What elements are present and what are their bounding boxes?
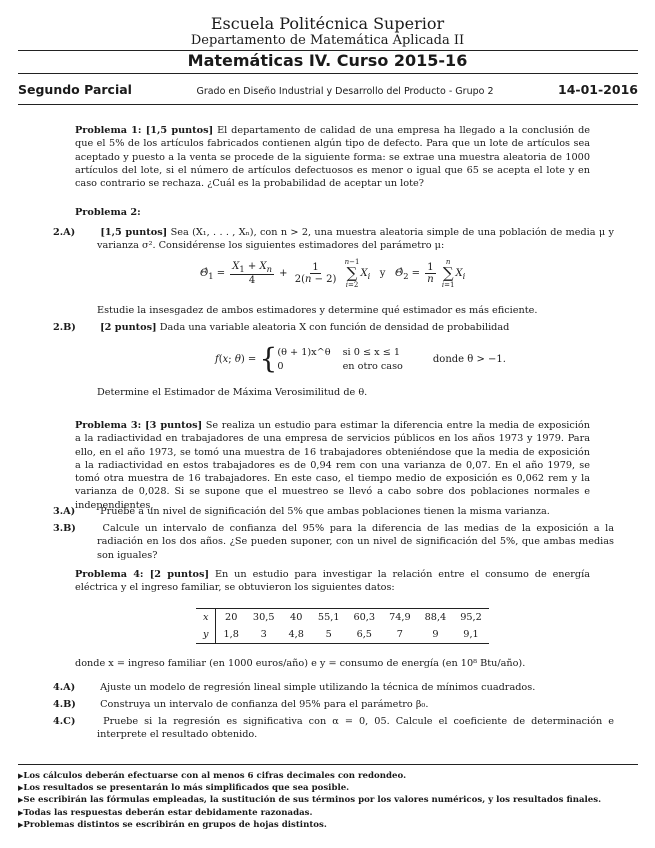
problem-4-text: En un estudio para investigar la relación entre el consumo de energía eléctrica y el ingreso familiar, se obtuvieron los siguientes datos: <box>75 569 590 594</box>
exam-info-row <box>18 82 638 97</box>
density-case-1: (θ + 1)x^θ <box>277 346 331 358</box>
exam-date: 14-01-2016 <box>558 82 638 97</box>
problem-3b-text: Calcule un intervalo de confianza del 95% para la diferencia de las medias de la exposición a la radiación en los dos años. ¿Se pueden suponer, con un nivel de significación del 5%, que ambas medias son iguales? <box>97 523 614 561</box>
estimators-formula: $\Thetâ_1$ = $\frac{X_1 + X_n}{4}$ + $\frac{1}{2(n - 2)}$ n−1 ∑ i=2 $X_i$ y $\Thetâ_2$ = $\frac{1}{n}$ n ∑ i=1 $X_i$ <box>200 258 466 289</box>
density-function: f(x; θ) = { (θ + 1)x^θ si 0 ≤ x ≤ 1 0 en otro caso donde θ > −1. <box>215 342 506 375</box>
data-table <box>196 608 489 644</box>
degree-group: Grado en Diseño Industrial y Desarrollo del Producto - Grupo 2 <box>196 86 494 97</box>
table-cell: 30,5 <box>246 609 282 627</box>
instruction-item: ▶ Se escribirán las fórmulas empleadas, la sustitución de sus términos por los valores numéricos, y los resultados finales. <box>18 794 638 806</box>
problem-3a-text: Pruebe a un nivel de significación del 5% que ambas poblaciones tienen la misma varianza. <box>100 506 550 517</box>
problem-2a-number: 2.A) <box>53 227 76 238</box>
problem-4c-number: 4.C) <box>53 716 76 727</box>
problem-4a-text: Ajuste un modelo de regresión lineal simple utilizando la técnica de mínimos cuadrados. <box>100 682 536 693</box>
problem-2b-points: [2 puntos] <box>100 322 157 333</box>
problem-4b-number: 4.B) <box>53 699 76 710</box>
table-label-y: y <box>196 626 216 644</box>
header-divider <box>18 73 638 74</box>
problem-4a <box>53 681 614 694</box>
density-condition-2: en otro caso <box>342 360 403 372</box>
department-name: Departamento de Matemática Aplicada II <box>190 33 465 48</box>
exam-type: Segundo Parcial <box>18 82 132 97</box>
problem-3b-number: 3.B) <box>53 523 76 534</box>
problem-4 <box>75 568 590 595</box>
table-cell: 7 <box>382 626 418 644</box>
table-cell: 1,8 <box>216 626 246 644</box>
problem-4a-number: 4.A) <box>53 682 76 693</box>
problem-2b <box>53 321 614 334</box>
problem-3-title: Problema 3: [3 puntos] <box>75 420 203 431</box>
problem-1-title: Problema 1: [1,5 puntos] <box>75 125 214 136</box>
problem-3b <box>53 522 614 562</box>
table-cell: 3 <box>246 626 282 644</box>
problem-4c <box>53 715 614 742</box>
instruction-item: ▶ Todas las respuestas deberán estar debidamente razonadas. <box>18 807 638 819</box>
problem-2a-text: Sea (X₁, . . . , Xₙ), con n > 2, una muestra aleatoria simple de una población de media μ y varianza σ². Considérense los siguientes estimadores del parámetro μ: <box>97 227 614 252</box>
problem-4c-text: Pruebe si la regresión es significativa con α = 0, 05. Calcule el coeficiente de determinación e interprete el resultado obtenido. <box>97 716 614 741</box>
table-cell: 9,1 <box>453 626 489 644</box>
problem-3a-number: 3.A) <box>53 506 76 517</box>
density-parameter-range: donde θ > −1. <box>432 353 506 365</box>
table-cell: 4,8 <box>281 626 310 644</box>
problem-2a-points: [1,5 puntos] <box>100 227 168 238</box>
density-condition-1: si 0 ≤ x ≤ 1 <box>342 346 401 358</box>
instruction-item: ▶ Los cálculos deberán efectuarse con al menos 6 cifras decimales con redondeo. <box>18 770 638 782</box>
table-cell: 55,1 <box>311 609 347 627</box>
course-title: Matemáticas IV. Curso 2015-16 <box>187 51 468 70</box>
instructions-list <box>18 770 638 831</box>
table-cell: 5 <box>311 626 347 644</box>
table-row-x <box>196 609 489 627</box>
problem-3a <box>53 505 614 518</box>
table-label-x: x <box>196 609 216 627</box>
table-row-y <box>196 626 489 644</box>
problem-4b <box>53 698 614 711</box>
problem-1-text: El departamento de calidad de una empresa ha llegado a la conclusión de que el 5% de los artículos fabricados contienen algún tipo de defecto. Para que un lote de artículos sea aceptado y puesto a la venta se procede de la siguiente forma: se extrae una muestra aleatoria de 1000 artículos del lote, si el número de artículos defectuosos es menor o igual que 65 se acepta el lote y en caso contrario se rechaza. ¿Cuál es la probabilidad de aceptar un lote? <box>75 125 590 190</box>
problem-2b-number: 2.B) <box>53 322 76 333</box>
problem-3-text: Se realiza un estudio para estimar la diferencia entre la media de exposición a la radiactividad en trabajadores de una empresa de servicios públicos en los años 1973 y 1979. Para ello, en el año 1973, se tomó una muestra de 16 trabajadores obteniéndose que la media de exposición a la radiactividad en estos trabajadores es de 0,94 rem con una varianza de 0,07. En el año 1979, se tomó otra muestra de 16 trabajadores. En este caso, el tiempo medio de exposición es 0,062 rem y la varianza de 0,028. Si se supone que el muestreo se llevó a cabo sobre dos poblaciones normales e independientes, <box>75 420 590 511</box>
problem-4-title: Problema 4: [2 puntos] <box>75 569 210 580</box>
table-cell: 40 <box>281 609 310 627</box>
school-name: Escuela Politécnica Superior <box>210 14 445 33</box>
table-cell: 20 <box>216 609 246 627</box>
problem-2a <box>53 226 614 253</box>
table-cell: 88,4 <box>418 609 454 627</box>
table-cell: 9 <box>418 626 454 644</box>
problem-2b-question: Determine el Estimador de Máxima Verosimilitud de θ. <box>97 387 368 398</box>
table-cell: 95,2 <box>453 609 489 627</box>
instruction-item: ▶ Problemas distintos se escribirán en grupos de hojas distintos. <box>18 819 638 831</box>
problem-2-title: Problema 2: <box>75 207 141 218</box>
table-cell: 6,5 <box>346 626 382 644</box>
problem-4-variables: donde x = ingreso familiar (en 1000 euros/año) e y = consumo de energía (en 10⁸ Btu/año). <box>75 658 526 669</box>
table-cell: 74,9 <box>382 609 418 627</box>
footer-divider <box>18 764 638 765</box>
instruction-item: ▶ Los resultados se presentarán lo más simplificados que sea posible. <box>18 782 638 794</box>
problem-1 <box>75 124 590 190</box>
problem-3 <box>75 419 590 512</box>
density-case-2: 0 <box>277 360 284 372</box>
problem-2b-text: Dada una variable aleatoria X con función de densidad de probabilidad <box>159 322 510 333</box>
table-cell: 60,3 <box>346 609 382 627</box>
problem-4b-text: Construya un intervalo de confianza del 95% para el parámetro β₀. <box>100 699 429 710</box>
header-divider <box>18 104 638 105</box>
problem-2a-question: Estudie la insesgadez de ambos estimadores y determine qué estimador es más eficiente. <box>97 305 538 316</box>
